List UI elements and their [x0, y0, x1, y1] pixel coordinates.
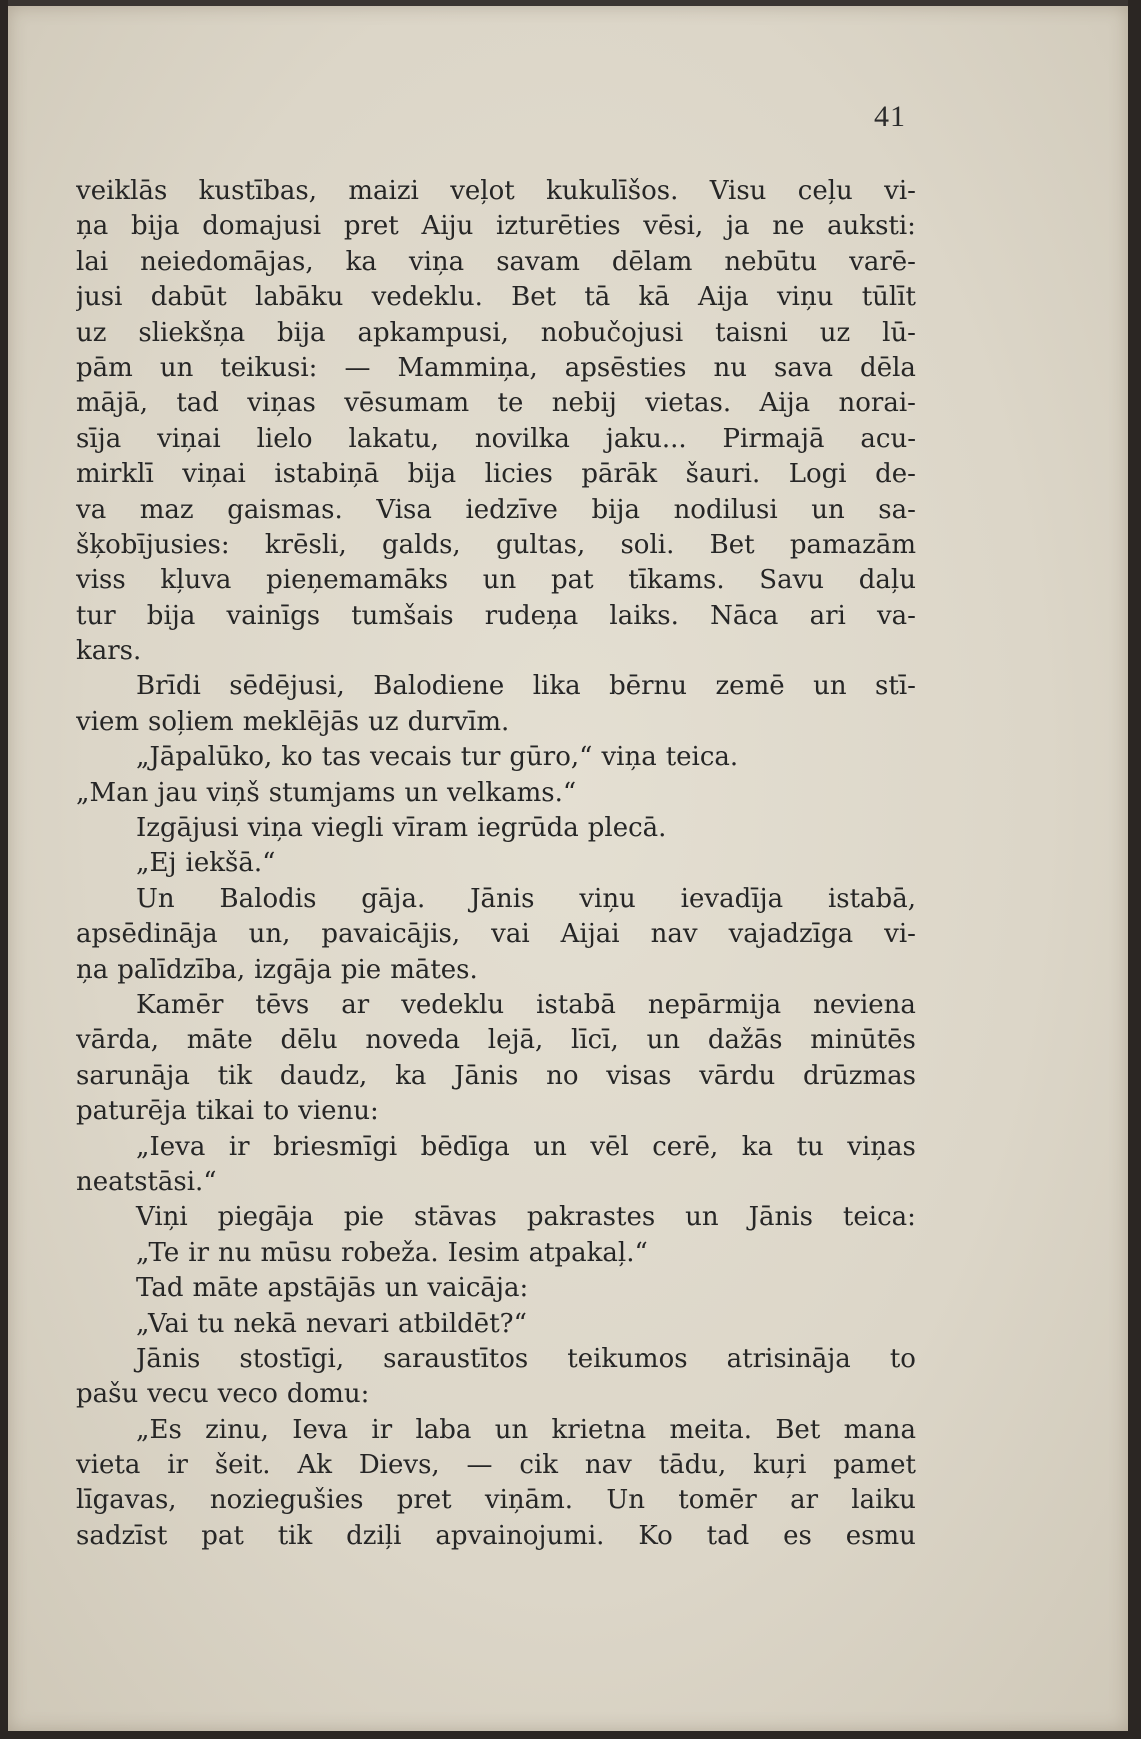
text-line: apsēdināja un, pavaicājis, vai Aijai nav vajadzīga vi- — [76, 919, 916, 950]
text-line: viem soļiem meklējās uz durvīm. — [76, 706, 510, 737]
text-line: Kamēr tēvs ar vedeklu istabā nepārmija neviena — [136, 989, 916, 1020]
page-number: 41 — [874, 100, 906, 133]
text-line: līgavas, noziegušies pret viņām. Un tomēr ar laiku — [76, 1485, 916, 1516]
text-line: pašu vecu veco domu: — [76, 1379, 370, 1410]
text-line: „Ej iekšā.“ — [136, 848, 276, 879]
text-line: vārda, māte dēlu noveda lejā, līcī, un dažās minūtēs — [76, 1025, 916, 1056]
text-line: paturēja tikai to vienu: — [76, 1096, 379, 1127]
text-line: Un Balodis gāja. Jānis viņu ievadīja istabā, — [136, 883, 916, 914]
text-line: tur bija vainīgs tumšais rudeņa laiks. Nāca ari va- — [76, 600, 916, 631]
text-line: pām un teikusi: — Mammiņa, apsēsties nu sava dēla — [76, 352, 916, 383]
text-line: jusi dabūt labāku vedeklu. Bet tā kā Aija viņu tūlīt — [76, 282, 916, 313]
text-line: kars. — [76, 636, 142, 667]
text-line: viss kļuva pieņemamāks un pat tīkams. Savu daļu — [76, 565, 916, 596]
text-line: va maz gaismas. Visa iedzīve bija nodilusi un sa- — [76, 494, 916, 525]
text-line: vieta ir šeit. Ak Dievs, — cik nav tādu, kuŗi pamet — [76, 1450, 916, 1481]
text-line: „Vai tu nekā nevari atbildēt?“ — [136, 1308, 527, 1339]
text-line: mājā, tad viņas vēsumam te nebij vietas. Aija norai- — [76, 388, 916, 419]
text-line: neatstāsi.“ — [76, 1166, 217, 1197]
text-line: „Man jau viņš stumjams un velkams.“ — [76, 777, 577, 808]
text-line: sadzīst pat tik dziļi apvainojumi. Ko tad es esmu — [76, 1520, 916, 1551]
text-line: lai neiedomājas, ka viņa savam dēlam nebūtu varē- — [76, 246, 916, 277]
text-line: Izgājusi viņa viegli vīram iegrūda plecā. — [136, 813, 667, 844]
text-line: Viņi piegāja pie stāvas pakrastes un Jānis teica: — [136, 1202, 916, 1233]
text-line: Tad māte apstājās un vaicāja: — [136, 1273, 529, 1304]
text-line: šķobījusies: krēsli, galds, gultas, soli. Bet pamazām — [76, 529, 916, 560]
text-line: „Es zinu, Ieva ir laba un krietna meita. Bet mana — [136, 1414, 916, 1445]
text-line: veiklās kustības, maizi veļot kukulīšos. Visu ceļu vi- — [76, 176, 916, 206]
text-line: Jānis stostīgi, saraustītos teikumos atrisināja to — [136, 1343, 916, 1374]
text-line: „Ieva ir briesmīgi bēdīga un vēl cerē, ka tu viņas — [136, 1131, 916, 1162]
text-line: sarunāja tik daudz, ka Jānis no visas vārdu drūzmas — [76, 1060, 916, 1091]
text-line: uz sliekšņa bija apkampusi, nobučojusi taisni uz lū- — [76, 317, 916, 348]
text-line: ņa palīdzība, izgāja pie mātes. — [76, 954, 478, 985]
text-line: „Te ir nu mūsu robeža. Iesim atpakaļ.“ — [136, 1237, 648, 1268]
text-line: mirklī viņai istabiņā bija licies pārāk šauri. Logi de- — [76, 459, 916, 490]
body-text — [76, 174, 916, 1554]
text-line: sīja viņai lielo lakatu, novilka jaku... Pirmajā acu- — [76, 423, 916, 454]
text-line: ņa bija domajusi pret Aiju izturēties vēsi, ja ne auksti: — [76, 211, 916, 242]
text-line: „Jāpalūko, ko tas vecais tur gūro,“ viņa teica. — [136, 742, 739, 773]
text-line: Brīdi sēdējusi, Balodiene lika bērnu zemē un stī- — [136, 671, 916, 702]
